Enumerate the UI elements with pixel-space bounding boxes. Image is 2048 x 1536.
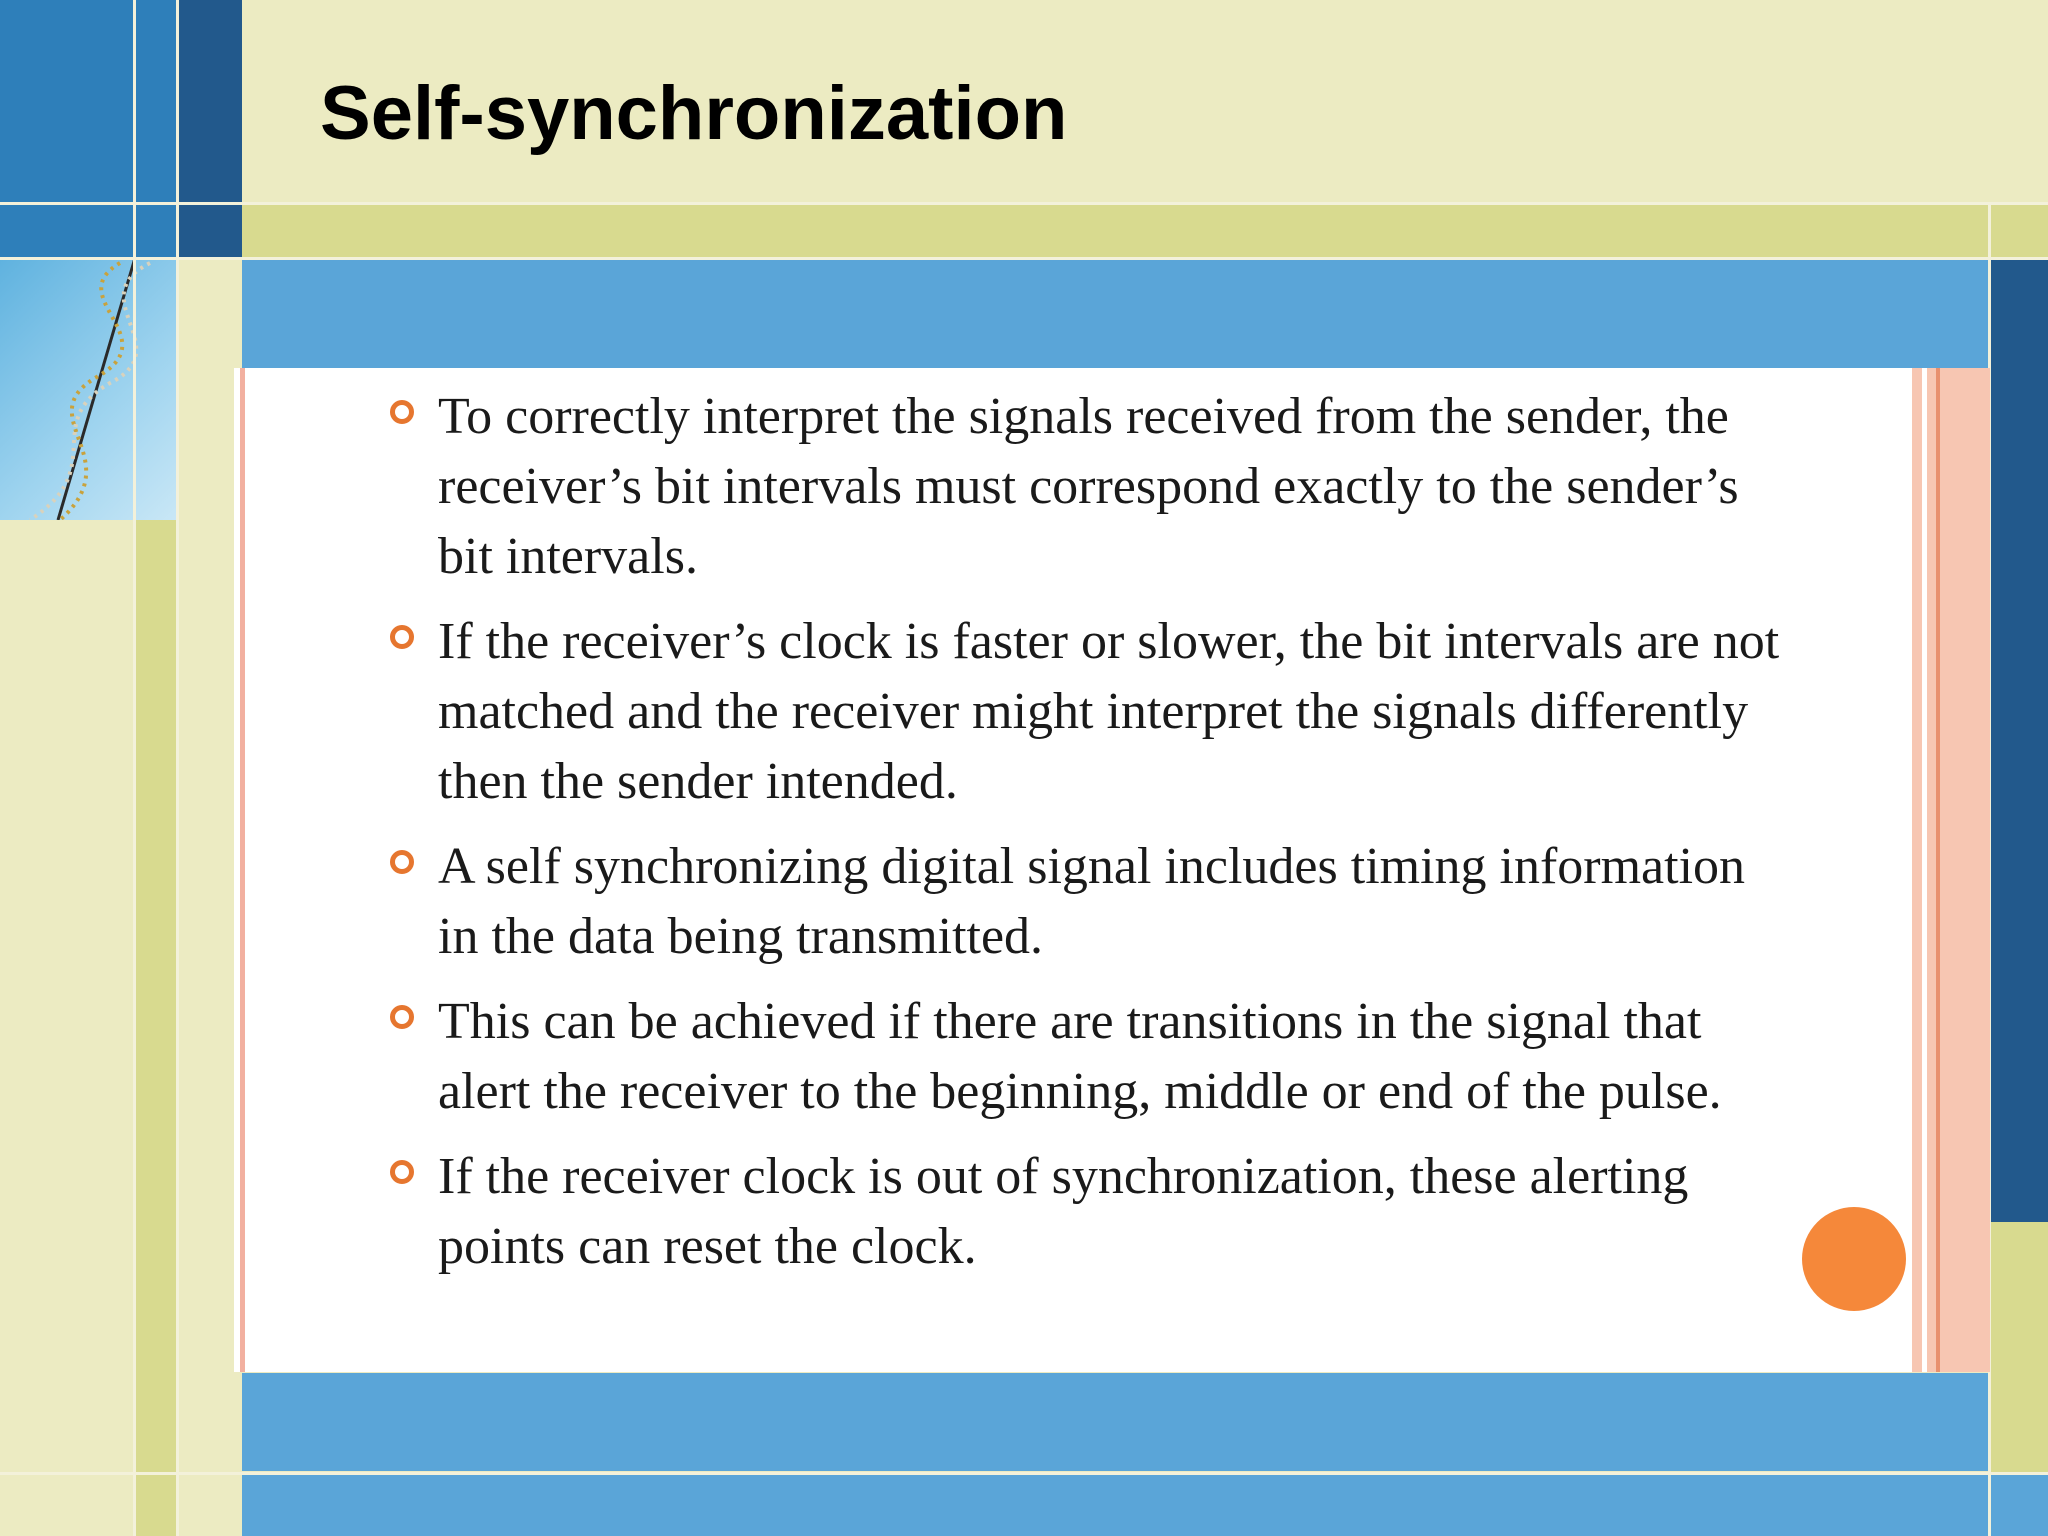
- right-green-strip: [1990, 1222, 2048, 1474]
- bullet-item: [390, 382, 1790, 592]
- orange-circle-decoration: [1802, 1207, 1906, 1311]
- bullet-text: This can be achieved if there are transitions in the signal that alert the receiver to the beginning, middle or end of the pulse.: [438, 993, 1722, 1120]
- bullet-text: A self synchronizing digital signal includes timing information in the data being transmitted.: [438, 838, 1746, 965]
- hollow-circle-bullet-icon: [390, 1160, 414, 1184]
- grid-line: [0, 1472, 2048, 1475]
- grid-line: [133, 0, 136, 1536]
- bullet-item: [390, 987, 1790, 1127]
- header-green-band: [242, 205, 2048, 257]
- left-cream-column: [0, 520, 135, 1536]
- top-blue-band: [242, 260, 1990, 368]
- bullet-text: To correctly interpret the signals received from the sender, the receiver’s bit intervals must correspond exactly to the sender’s bit intervals.: [438, 388, 1739, 585]
- footer-blue-band: [242, 1474, 2048, 1536]
- left-cream-strip: [178, 258, 242, 1536]
- bullet-text: If the receiver’s clock is faster or slower, the bit intervals are not matched and the receiver might interpret the signals differently then the sender intended.: [438, 613, 1780, 810]
- grid-line: [0, 202, 2048, 205]
- panel-right-line: [1936, 368, 1940, 1372]
- top-left-blue-block: [0, 0, 135, 258]
- grid-line: [176, 0, 179, 1536]
- panel-left-stripe: [240, 368, 245, 1372]
- bullet-list: [390, 382, 1790, 1297]
- bullet-item: [390, 832, 1790, 972]
- top-left-blue-strip: [135, 0, 178, 258]
- dna-helix-icon: [0, 258, 178, 520]
- hollow-circle-bullet-icon: [390, 1005, 414, 1029]
- bullet-text: If the receiver clock is out of synchronization, these alerting points can reset the clock.: [438, 1148, 1689, 1275]
- bullet-item: [390, 1142, 1790, 1282]
- slide-title: Self-synchronization: [320, 71, 1068, 156]
- dna-helix-image: [0, 258, 178, 520]
- bottom-blue-band: [242, 1373, 1990, 1471]
- grid-line: [0, 257, 2048, 260]
- hollow-circle-bullet-icon: [390, 625, 414, 649]
- hollow-circle-bullet-icon: [390, 400, 414, 424]
- bullet-item: [390, 607, 1790, 817]
- top-left-dark-blue-strip: [178, 0, 242, 258]
- right-dark-blue-strip: [1990, 260, 2048, 1222]
- hollow-circle-bullet-icon: [390, 850, 414, 874]
- panel-right-line: [1922, 368, 1927, 1372]
